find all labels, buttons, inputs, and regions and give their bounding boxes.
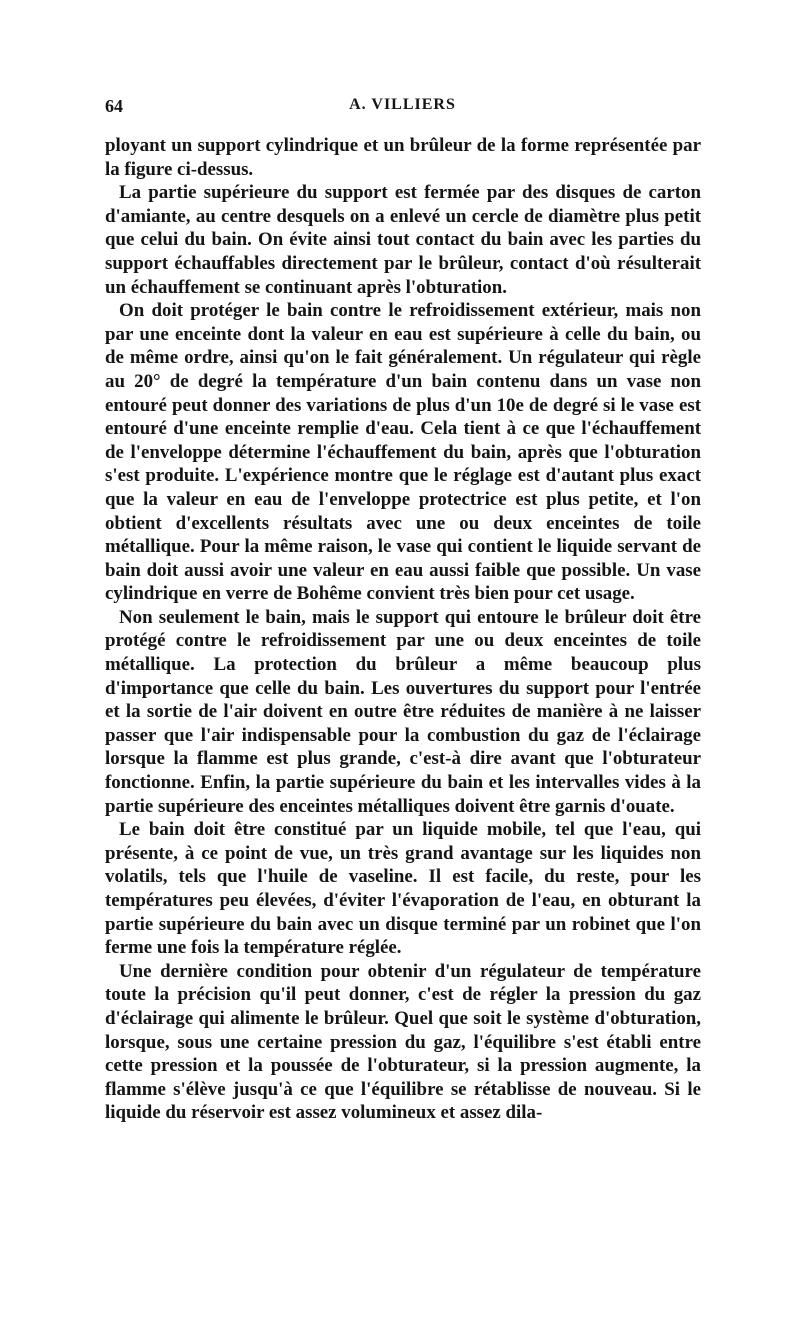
paragraph: Une dernière condition pour obtenir d'un régulateur de température toute la précision qu'il peut donner, c'est de régler la pression du gaz d'éclairage qui alimente le brûleur. Quel que soit le système d'obturation, lorsque, sous une certaine pression du gaz, l'équilibre s'est établi entre cette pression et la poussée de l'obturateur, si la pression augmente, la flamme s'élève jusqu'à ce que l'équilibre se rétablisse de nouveau. Si le liquide du réservoir est assez volumineux et assez dila- xyxy=(105,960,701,1124)
page-header xyxy=(105,96,700,122)
paragraph: La partie supérieure du support est fermée par des disques de carton d'amiante, au centre desquels on a enlevé un cercle de diamètre plus petit que celui du bain. On évite ainsi tout contact du bain avec les parties du support échauffables directement par le brûleur, contact d'où résulterait un échauffement se continuant après l'obturation. xyxy=(105,182,701,298)
body-text xyxy=(105,134,701,1125)
paragraph: Le bain doit être constitué par un liquide mobile, tel que l'eau, qui présente, à ce point de vue, un très grand avantage sur les liquides non volatils, tels que l'huile de vaseline. Il est facile, du reste, pour les températures peu élevées, d'éviter l'évaporation de l'eau, en obturant la partie supérieure du bain avec un disque terminé par un robinet que l'on ferme une fois la température réglée. xyxy=(105,819,701,959)
page-number: 64 xyxy=(105,96,123,116)
paragraph: Non seulement le bain, mais le support qui entoure le brûleur doit être protégé contre le refroidissement par une ou deux enceintes de toile métallique. La protection du brûleur a même beaucoup plus d'importance que celle du bain. Les ouvertures du support pour l'entrée et la sortie de l'air doivent en outre être réduites de manière à ne laisser passer que l'air indispensable pour la combustion du gaz de l'éclairage lorsque la flamme est plus grande, c'est-à dire avant que l'obturateur fonctionne. Enfin, la partie supérieure du bain et les intervalles vides à la partie supérieure des enceintes métalliques doivent être garnis d'ouate. xyxy=(105,606,701,817)
paragraph: On doit protéger le bain contre le refroidissement extérieur, mais non par une enceinte dont la valeur en eau est supérieure à celle du bain, ou de même ordre, ainsi qu'on le fait généralement. Un régulateur qui règle au 20° de degré la température d'un bain contenu dans un vase non entouré peut donner des variations de plus d'un 10e de degré si le vase est entouré d'une enceinte remplie d'eau. Cela tient à ce que l'échauffement de l'enveloppe détermine l'échauffement du bain, après que l'obturation s'est produite. L'expérience montre que le réglage est d'autant plus exact que la valeur en eau de l'enveloppe protectrice est plus petite, et l'on obtient d'excellents résultats avec une ou deux enceintes de toile métallique. Pour la même raison, le vase qui contient le liquide servant de bain doit aussi avoir une valeur en eau aussi faible que possible. Un vase cylindrique en verre de Bohême convient très bien pour cet usage. xyxy=(105,300,701,605)
running-head: A. VILLIERS xyxy=(349,96,456,113)
paragraph: ployant un support cylindrique et un brûleur de la forme représentée par la figure ci-dessus. xyxy=(105,135,701,180)
